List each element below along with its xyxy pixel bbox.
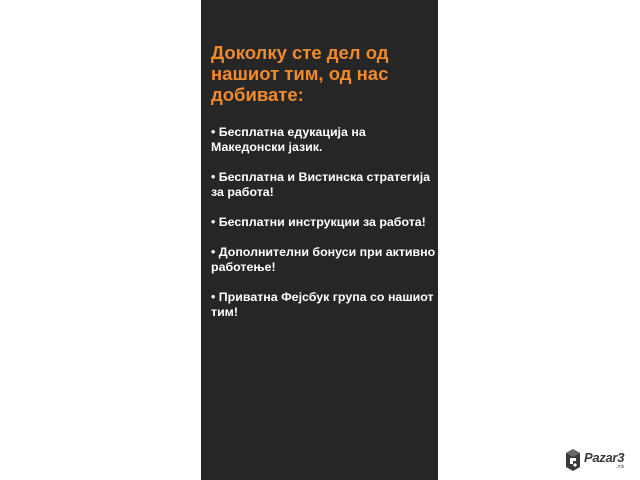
promo-heading: Доколку сте дел од нашиот тим, од нас добивате:	[211, 42, 389, 105]
benefits-list	[211, 125, 436, 335]
benefit-item-facebook-group: • Приватна Фејсбук група со нашиот тим!	[211, 290, 434, 319]
benefit-item-instructions: • Бесплатни инструкции за работа!	[211, 215, 426, 229]
promo-panel	[201, 0, 438, 480]
benefit-item-bonuses: • Дополнителни бонуси при активно работење!	[211, 245, 436, 274]
watermark-text	[584, 451, 624, 470]
watermark-brand: Pazar3	[584, 449, 625, 465]
benefit-item-education: • Бесплатна едукација на Македонски јазик.	[211, 125, 366, 154]
pazar3-logo-icon	[564, 448, 582, 472]
pazar3-watermark	[564, 445, 636, 475]
watermark-domain: .mk	[616, 463, 625, 470]
benefit-item-strategy: • Бесплатна и Вистинска стратегија за работа!	[211, 170, 431, 199]
